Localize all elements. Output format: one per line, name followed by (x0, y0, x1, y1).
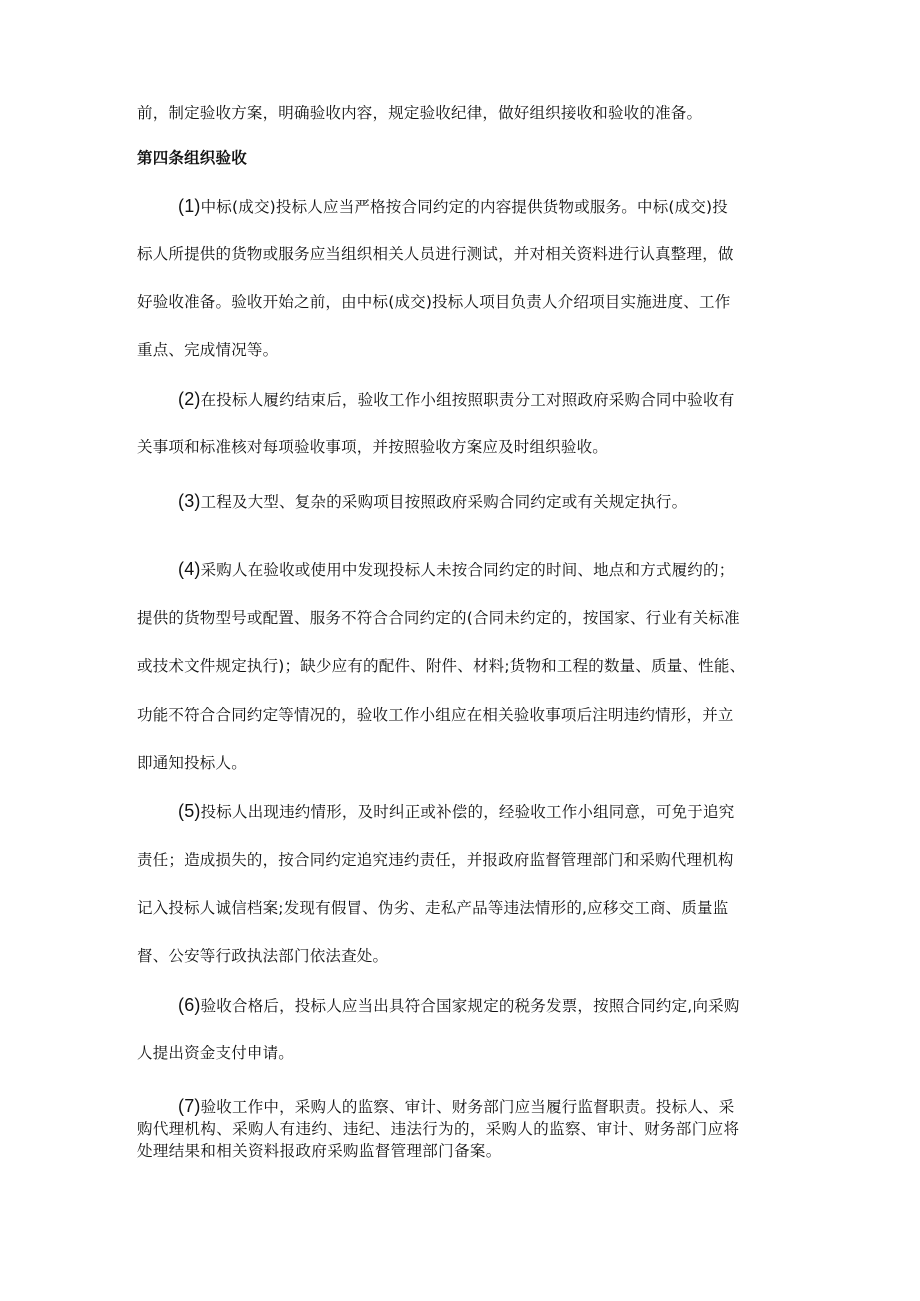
paragraph-7-line-2: 购代理机构、采购人有违约、违纪、违法行为的，采购人的监察、审计、财务部门应将 (137, 1120, 740, 1138)
paragraph-1-line-1: (1)中标(成交)投标人应当严格按合同约定的内容提供货物或服务。中标(成交)投 (178, 196, 729, 216)
paragraph-7-line-1: (7)验收工作中，采购人的监察、审计、财务部门应当履行监督职责。投标人、采 (178, 1096, 735, 1116)
paragraph-4-line-2: 提供的货物型号或配置、服务不符合合同约定的(合同未约定的，按国家、行业有关标准 (137, 609, 740, 627)
paragraph-5-number: (5) (178, 801, 201, 821)
paragraph-2-number: (2) (178, 389, 201, 409)
paragraph-3-number: (3) (178, 491, 201, 511)
paragraph-3-line-1: (3)工程及大型、复杂的采购项目按照政府采购合同约定或有关规定执行。 (178, 491, 688, 511)
paragraph-7-number: (7) (178, 1096, 201, 1116)
paragraph-5-line-2: 责任；造成损失的，按合同约定追究违约责任，并报政府监督管理部门和采购代理机构 (137, 851, 734, 869)
paragraph-4-line-5: 即通知投标人。 (137, 754, 247, 772)
paragraph-1-number: (1) (178, 196, 201, 216)
paragraph-5-line-3: 记入投标人诚信档案;发现有假冒、伪劣、走私产品等违法情形的,应移交工商、质量监 (137, 899, 729, 917)
paragraph-2-line-2: 关事项和标准核对每项验收事项，并按照验收方案应及时组织验收。 (137, 438, 609, 456)
paragraph-1-line-3: 好验收准备。验收开始之前，由中标(成交)投标人项目负责人介绍项目实施进度、工作 (137, 293, 731, 311)
paragraph-4-number: (4) (178, 559, 201, 579)
section-heading: 第四条组织验收 (137, 149, 247, 167)
paragraph-5-line-4: 督、公安等行政执法部门依法查处。 (137, 947, 389, 965)
paragraph-6-line-1: (6)验收合格后，投标人应当出具符合国家规定的税务发票，按照合同约定,向采购 (178, 995, 740, 1015)
paragraph-1-line-4: 重点、完成情况等。 (137, 341, 279, 359)
paragraph-6-line-2: 人提出资金支付申请。 (137, 1044, 295, 1062)
paragraph-1-line-2: 标人所提供的货物或服务应当组织相关人员进行测试，并对相关资料进行认真整理，做 (137, 245, 734, 263)
paragraph-6-number: (6) (178, 995, 201, 1015)
paragraph-7-line-3: 处理结果和相关资料报政府采购监督管理部门备案。 (137, 1142, 502, 1160)
paragraph-5-line-1: (5)投标人出现违约情形，及时纠正或补偿的，经验收工作小组同意，可免于追究 (178, 801, 735, 821)
paragraph-4-line-3: 或技术文件规定执行)；缺少应有的配件、附件、材料;货物和工程的数量、质量、性能、 (137, 657, 746, 675)
intro-line: 前，制定验收方案，明确验收内容，规定验收纪律，做好组织接收和验收的准备。 (137, 104, 703, 122)
paragraph-4-line-4: 功能不符合合同约定等情况的，验收工作小组应在相关验收事项后注明违约情形，并立 (137, 706, 734, 724)
paragraph-2-line-1: (2)在投标人履约结束后，验收工作小组按照职责分工对照政府采购合同中验收有 (178, 389, 735, 409)
paragraph-4-line-1: (4)采购人在验收或使用中发现投标人未按合同约定的时间、地点和方式履约的； (178, 559, 735, 579)
